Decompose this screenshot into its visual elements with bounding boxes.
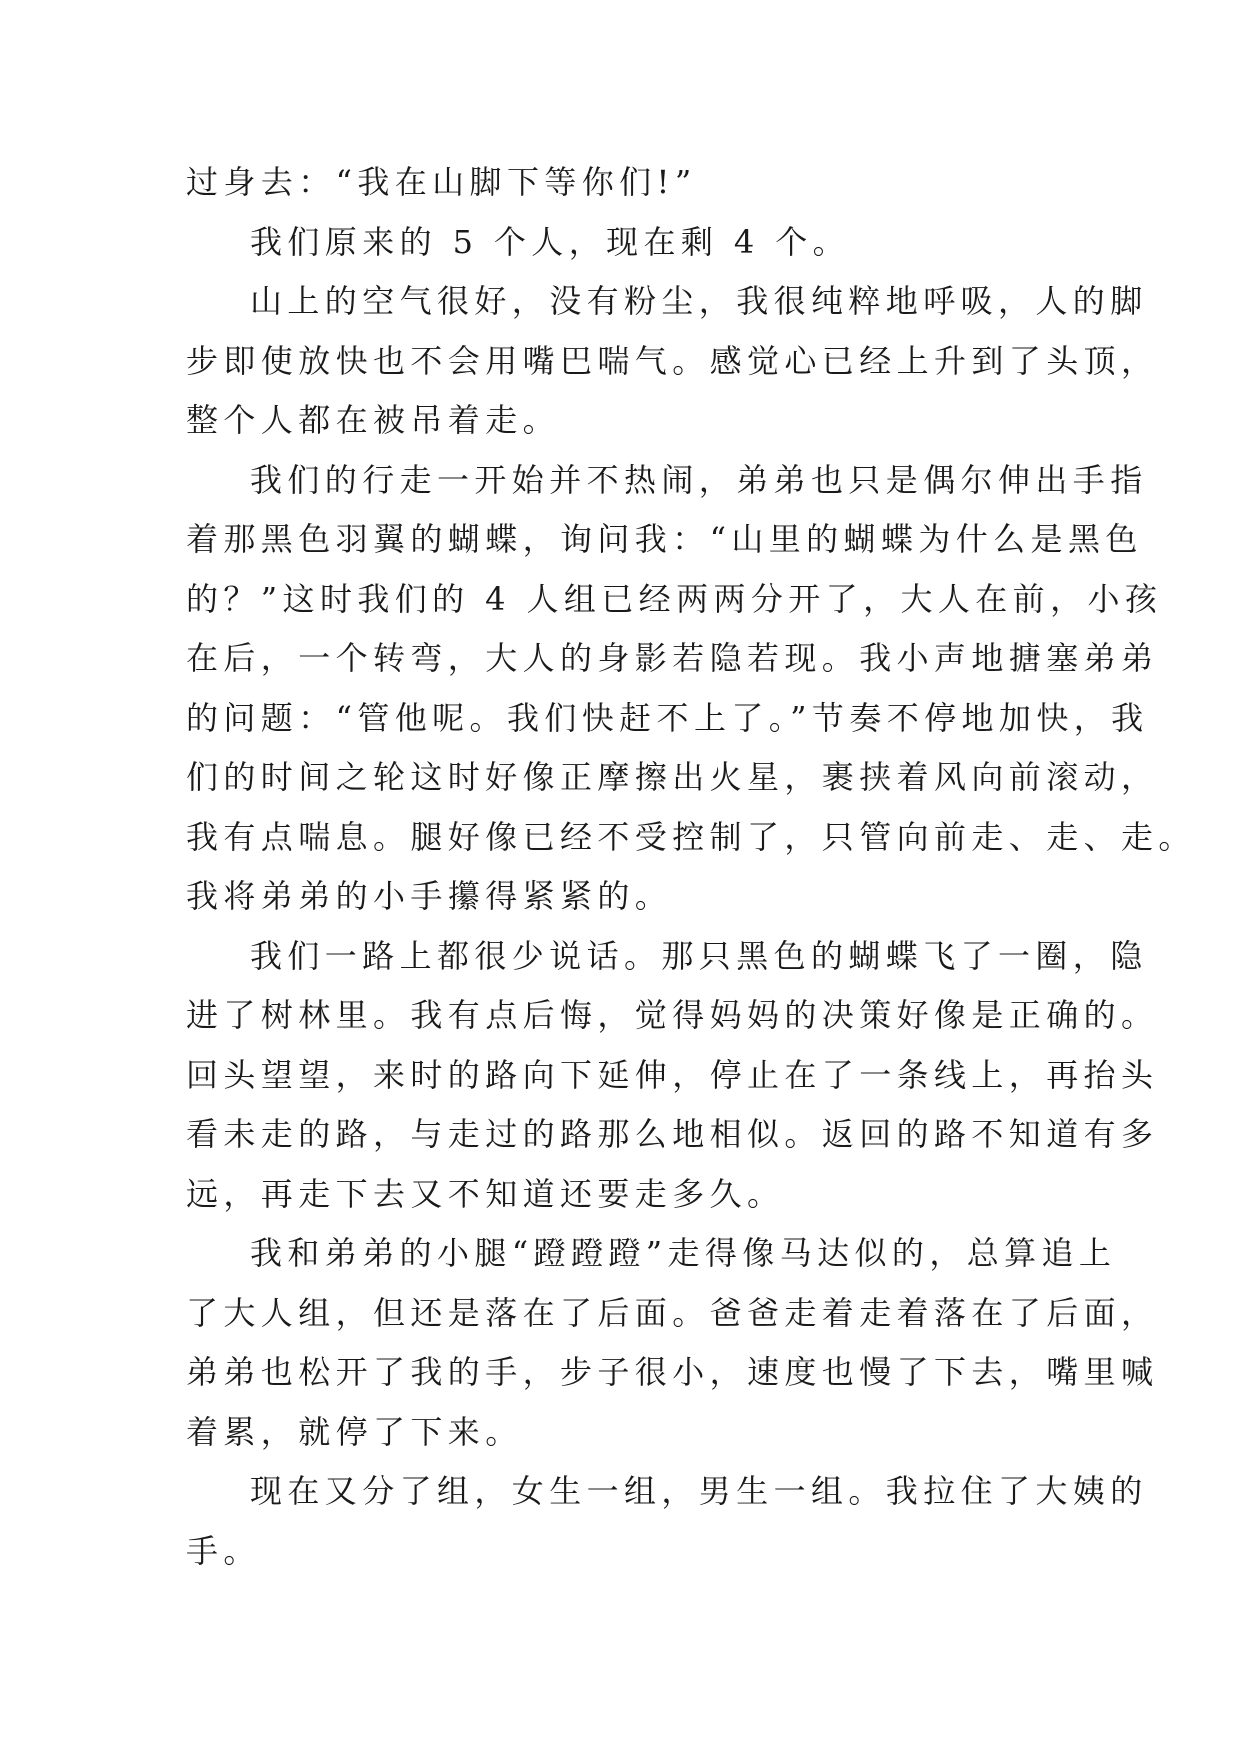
text-line: 过身去：“我在山脚下等你们!” (186, 163, 697, 201)
text-line: 进了树林里。我有点后悔，觉得妈妈的决策好像是正确的。 (186, 996, 1159, 1034)
text-line: 整个人都在被吊着走。 (186, 401, 561, 439)
text-line: 在后，一个转弯，大人的身影若隐若现。我小声地搪塞弟弟 (186, 639, 1159, 677)
text-line: 弟弟也松开了我的手，步子很小，速度也慢了下去，嘴里喊 (186, 1353, 1159, 1391)
text-line: 我有点喘息。腿好像已经不受控制了，只管向前走、走、走。 (186, 817, 1196, 856)
text-line: 步即使放快也不会用嘴巴喘气。感觉心已经上升到了头顶， (186, 341, 1159, 380)
text-line: 我和弟弟的小腿“蹬蹬蹬”走得像马达似的，总算追上 (250, 1234, 1117, 1272)
text-line: 手。 (186, 1531, 261, 1570)
text-line: 着那黑色羽翼的蝴蝶，询问我：“山里的蝴蝶为什么是黑色 (186, 520, 1143, 558)
text-line: 们的时间之轮这时好像正摩擦出火星，裹挟着风向前滚动， (186, 758, 1159, 796)
text-line: 着累，就停了下来。 (186, 1412, 523, 1451)
text-line: 现在又分了组，女生一组，男生一组。我拉住了大姨的 (250, 1472, 1148, 1510)
text-line: 了大人组，但还是落在了后面。爸爸走着走着落在了后面， (186, 1293, 1159, 1332)
text-line: 我们原来的 5 个人，现在剩 4 个。 (250, 222, 851, 261)
text-line: 回头望望，来时的路向下延伸，停止在了一条线上，再抬头 (186, 1055, 1159, 1094)
text-line: 我将弟弟的小手攥得紧紧的。 (186, 877, 673, 915)
text-line: 的？”这时我们的 4 人组已经两两分开了，大人在前，小孩 (186, 579, 1163, 618)
text-line: 远，再走下去又不知道还要走多久。 (186, 1174, 785, 1213)
text-line: 山上的空气很好，没有粉尘，我很纯粹地呼吸，人的脚 (250, 282, 1148, 320)
text-line: 看未走的路，与走过的路那么地相似。返回的路不知道有多 (186, 1115, 1159, 1153)
text-line: 我们一路上都很少说话。那只黑色的蝴蝶飞了一圈，隐 (250, 936, 1148, 975)
text-line: 我们的行走一开始并不热闹，弟弟也只是偶尔伸出手指 (250, 460, 1148, 499)
body-text (186, 153, 1196, 1581)
text-line: 的问题：“管他呢。我们快赶不上了。”节奏不停地加快，我 (186, 698, 1149, 737)
